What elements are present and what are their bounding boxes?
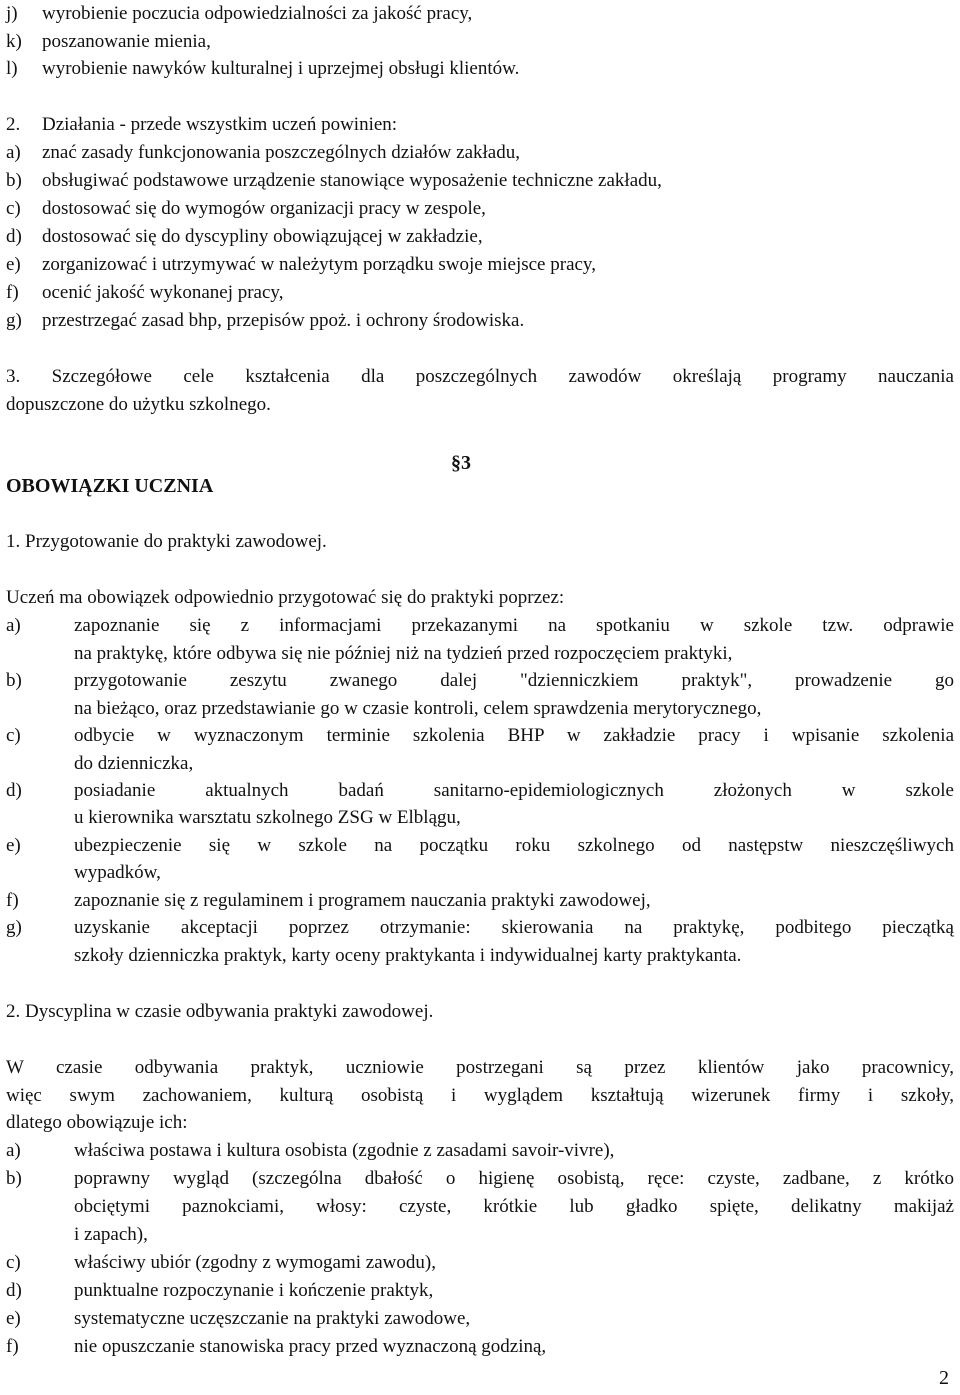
- item-text: poszanowanie mienia,: [42, 31, 211, 52]
- item-label: a): [6, 1140, 21, 1161]
- item-text: wyrobienie poczucia odpowiedzialności za jakość pracy,: [42, 3, 473, 24]
- item-label: c): [6, 725, 21, 746]
- item-label: j): [6, 3, 18, 24]
- item-label: l): [6, 58, 18, 79]
- item-label: d): [6, 1280, 22, 1301]
- item-text: do dzienniczka,: [74, 753, 194, 774]
- item-text: zorganizować i utrzymywać w należytym porządku swoje miejsce pracy,: [42, 254, 596, 275]
- item-text: obciętymi paznokciami, włosy: czyste, krótkie lub gładko spięte, delikatny makijaż: [74, 1196, 954, 1217]
- item-text: szkoły dzienniczka praktyk, karty oceny praktykanta i indywidualnej karty praktykanta.: [74, 945, 742, 966]
- item-label: g): [6, 310, 22, 331]
- item-text: posiadanie aktualnych badań sanitarno-epidemiologicznych złożonych w szkole: [74, 780, 954, 801]
- page-heading: OBOWIĄZKI UCZNIA: [6, 475, 214, 497]
- item-text: na praktykę, które odbywa się nie później niż na tydzień przed rozpoczęciem praktyki,: [74, 643, 733, 664]
- item-text: punktualne rozpoczynanie i kończenie praktyk,: [74, 1280, 434, 1301]
- section-number: 2.: [6, 114, 21, 135]
- item-text: wyrobienie nawyków kulturalnej i uprzejmej obsługi klientów.: [42, 58, 520, 79]
- item-label: d): [6, 780, 22, 801]
- item-text: ocenić jakość wykonanej pracy,: [42, 282, 284, 303]
- subsection-title: 1. Przygotowanie do praktyki zawodowej.: [6, 531, 327, 552]
- item-label: g): [6, 917, 22, 938]
- item-label: b): [6, 1168, 22, 1189]
- item-text: odbycie w wyznaczonym terminie szkolenia BHP w zakładzie pracy i wpisanie szkolenia: [74, 725, 954, 746]
- item-label: c): [6, 198, 21, 219]
- item-label: c): [6, 1252, 21, 1273]
- item-text: zapoznanie się z informacjami przekazanymi na spotkaniu w szkole tzw. odprawie: [74, 615, 954, 636]
- item-label: a): [6, 142, 21, 163]
- item-label: e): [6, 835, 21, 856]
- item-text: ubezpieczenie się w szkole na początku roku szkolnego od następstw nieszczęśliwych: [74, 835, 954, 856]
- item-text: uzyskanie akceptacji poprzez otrzymanie: skierowania na praktykę, podbitego pieczątką: [74, 917, 954, 938]
- section3-line1: 3. Szczegółowe cele kształcenia dla poszczególnych zawodów określają programy nauczania: [6, 366, 954, 387]
- item-label: e): [6, 1308, 21, 1329]
- subsection-title: 2. Dyscyplina w czasie odbywania praktyki zawodowej.: [6, 1001, 434, 1022]
- item-text: u kierownika warsztatu szkolnego ZSG w Elblągu,: [74, 807, 461, 828]
- item-text: dostosować się do wymogów organizacji pracy w zespole,: [42, 198, 486, 219]
- item-label: k): [6, 31, 22, 52]
- item-text: zapoznanie się z regulaminem i programem nauczania praktyki zawodowej,: [74, 890, 651, 911]
- item-text: wypadków,: [74, 862, 161, 883]
- item-label: f): [6, 1336, 19, 1357]
- item-label: a): [6, 615, 21, 636]
- item-text: właściwy ubiór (zgodny z wymogami zawodu),: [74, 1252, 436, 1273]
- item-text: i zapach),: [74, 1224, 148, 1245]
- item-text: nie opuszczanie stanowiska pracy przed wyznaczoną godziną,: [74, 1336, 547, 1357]
- item-text: przygotowanie zeszytu zwanego dalej "dzienniczkiem praktyk", prowadzenie go: [74, 670, 954, 691]
- item-text: właściwa postawa i kultura osobista (zgodnie z zasadami savoir-vivre),: [74, 1140, 615, 1161]
- page-number: 2: [939, 1367, 949, 1389]
- item-label: b): [6, 670, 22, 691]
- section3-line2: dopuszczone do użytku szkolnego.: [6, 394, 271, 415]
- paragraph-line: W czasie odbywania praktyk, uczniowie postrzegani są przez klientów jako pracownicy,: [6, 1057, 954, 1078]
- section-title-text: Działania - przede wszystkim uczeń powinien:: [42, 114, 398, 135]
- subsection-intro: Uczeń ma obowiązek odpowiednio przygotować się do praktyki poprzez:: [6, 587, 565, 608]
- item-label: e): [6, 254, 21, 275]
- item-label: b): [6, 170, 22, 191]
- item-text: obsługiwać podstawowe urządzenie stanowiące wyposażenie techniczne zakładu,: [42, 170, 662, 191]
- paragraph-line: więc swym zachowaniem, kulturą osobistą i wyglądem kształtują wizerunek firmy i szkoły,: [6, 1085, 954, 1106]
- item-text: dostosować się do dyscypliny obowiązującej w zakładzie,: [42, 226, 483, 247]
- item-text: przestrzegać zasad bhp, przepisów ppoż. i ochrony środowiska.: [42, 310, 525, 331]
- item-text: na bieżąco, oraz przedstawianie go w czasie kontroli, celem sprawdzenia merytorycznego,: [74, 698, 762, 719]
- item-label: f): [6, 282, 19, 303]
- item-label: f): [6, 890, 19, 911]
- item-text: znać zasady funkcjonowania poszczególnych działów zakładu,: [42, 142, 520, 163]
- paragraph-line: dlatego obowiązuje ich:: [6, 1112, 188, 1133]
- item-text: systematyczne uczęszczanie na praktyki zawodowe,: [74, 1308, 471, 1329]
- item-label: d): [6, 226, 22, 247]
- item-text: poprawny wygląd (szczególna dbałość o higienę osobistą, ręce: czyste, zadbane, z krótko: [74, 1168, 954, 1189]
- paragraph-mark: §3: [451, 452, 471, 474]
